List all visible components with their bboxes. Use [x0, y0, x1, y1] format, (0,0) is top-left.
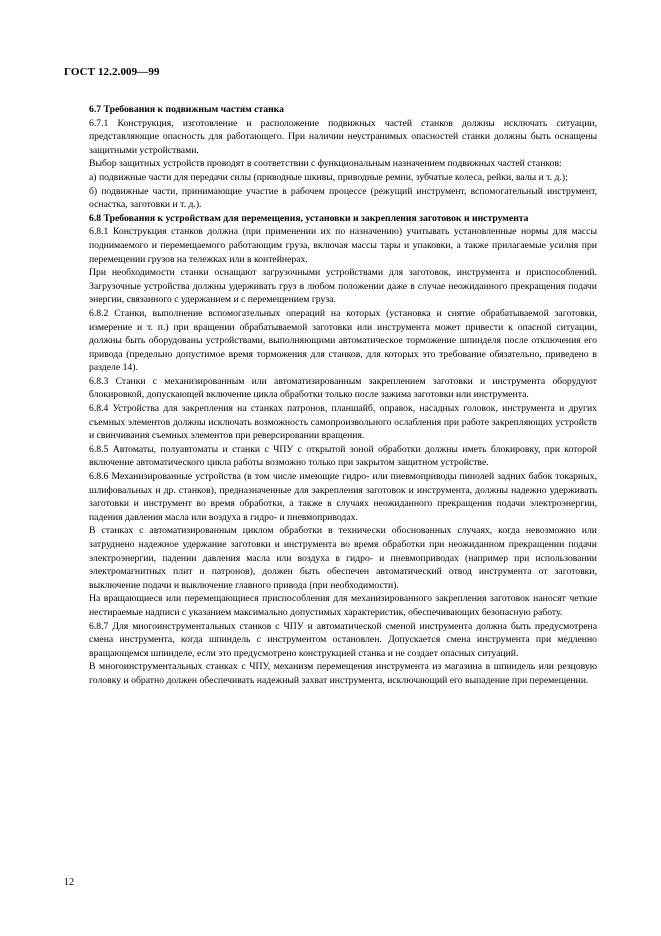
paragraph-6-8-2: 6.8.2 Станки, выполнение вспомогательных операций на которых (установка и снятие обрабатываемой заготовки, измерение и т. п.) при вращении обрабатываемой заготовки или инструмента может привести к опасной ситуации, должны быть оборудованы устройствами, выполняющими автоматическое торможение шпинделя после отключения его привода (предельно допустимое время торможения для станков, для которых это требование обязательно, приведено в разделе 14).: [89, 307, 597, 374]
page-header-doc-code: ГОСТ 12.2.009—99: [64, 66, 160, 78]
paragraph-6-8-5: 6.8.5 Автоматы, полуавтоматы и станки с ЧПУ с открытой зоной обработки должны иметь блокировку, при которой включение автоматического цикла работы возможно только при закрытом защитном устройстве.: [89, 443, 597, 469]
paragraph-selection: Выбор защитных устройств проводят в соответствии с функциональным назначением подвижных частей станков:: [89, 158, 562, 170]
paragraph-tool-magazine: В многоинструментальных станках с ЧПУ, механизм перемещения инструмента из магазина в шпиндель или резцовую головку и обратно должен обеспечивать надежный захват инструмента, исключающий его выпадение при перемещении.: [89, 661, 597, 686]
section-6-8-heading: 6.8 Требования к устройствам для перемещения, установки и закрепления заготовок и инструмента: [89, 212, 529, 224]
paragraph-6-8-7: 6.8.7 Для многоинструментальных станков с ЧПУ и автоматической сменой инструмента должна быть предусмотрена смена инструмента, когда шпиндель с инструментом остановлен. Допускается смена инструмента при медленно вращающемся шпинделе, если это предусмотрено конструкцией станка и не создает опасных ситуаций.: [89, 620, 597, 659]
paragraph-6-8-4: 6.8.4 Устройства для закрепления на станках патронов, планшайб, оправок, насадных головок, инструмента и других съемных элементов должны исключать возможность самопроизвольного ослабления при работе закрепляющих устройств и свинчивания съемных элементов при реверсировании вращения.: [89, 403, 597, 442]
list-item-b: б) подвижные части, принимающие участие в рабочем процессе (режущий инструмент, вспомогательный инструмент, оснастка, заготовки и т. д.).: [89, 185, 597, 211]
page-number: 12: [64, 877, 74, 888]
paragraph-6-8-3: 6.8.3 Станки с механизированным или автоматизированным закреплением заготовки и инструмента оборудуют блокировкой, допускающей включение цикла обработки только после зажима заготовки или инструмента.: [89, 375, 597, 401]
paragraph-6-8-1: 6.8.1 Конструкция станков должна (при применении их по назначению) учитывать установленные нормы для массы поднимаемого и перемещаемого работающим груза, включая массы тары и упаковки, а также прилагаемые усилия при перемещении грузов на тележках или в контейнерах.: [89, 226, 597, 265]
paragraph-inscriptions: На вращающиеся или перемещающиеся приспособления для механизированного закрепления заготовок наносят четкие нестираемые надписи с указанием максимально допустимых характеристик, обеспечивающих безопасную работу.: [89, 593, 597, 618]
section-6-7-heading: 6.7 Требования к подвижным частям станка: [89, 104, 284, 115]
document-body: [89, 103, 597, 688]
paragraph-auto-cycle: В станках с автоматизированным циклом обработки в технически обоснованных случаях, когда невозможно или затруднено надежное удержание заготовки и инструмента во время обработки при неожиданном прекращении подачи электроэнергии, падении давления масла или воздуха в гидро- и пневмоприводах (например при использовании электромагнитных плит и патронов), должен быть обеспечен автоматический отвод инструмента от заготовки, выключение подачи и выключение главного привода (при необходимости).: [89, 525, 597, 591]
paragraph-6-8-6: 6.8.6 Механизированные устройства (в том числе имеющие гидро- или пневмоприводы пинолей задних бабок токарных, шлифовальных и др. станков), предназначенные для закрепления заготовок и инструмента, должны надежно удерживать заготовки и инструмент во время обработки, а также в случаях неожиданного прекращения подачи электроэнергии, падения давления масла или воздуха в гидро- и пневмоприводах.: [89, 471, 597, 523]
paragraph-6-7-1: 6.7.1 Конструкция, изготовление и расположение подвижных частей станков должны исключать ситуации, представляющие опасность для работающего. При наличии неустранимых опасностей станки должны быть оснащены защитными устройствами.: [89, 117, 597, 156]
list-item-a: а) подвижные части для передачи силы (приводные шкивы, приводные ремни, зубчатые колеса, рейки, валы и т. д.);: [89, 171, 568, 183]
paragraph-loading-devices: При необходимости станки оснащают загрузочными устройствами для заготовок, инструмента и приспособлений. Загрузочные устройства должны удерживать груз в любом положении даже в случае неожиданного прекращения подачи энергии, связанного с удержанием и с перемещением груза.: [89, 267, 597, 306]
